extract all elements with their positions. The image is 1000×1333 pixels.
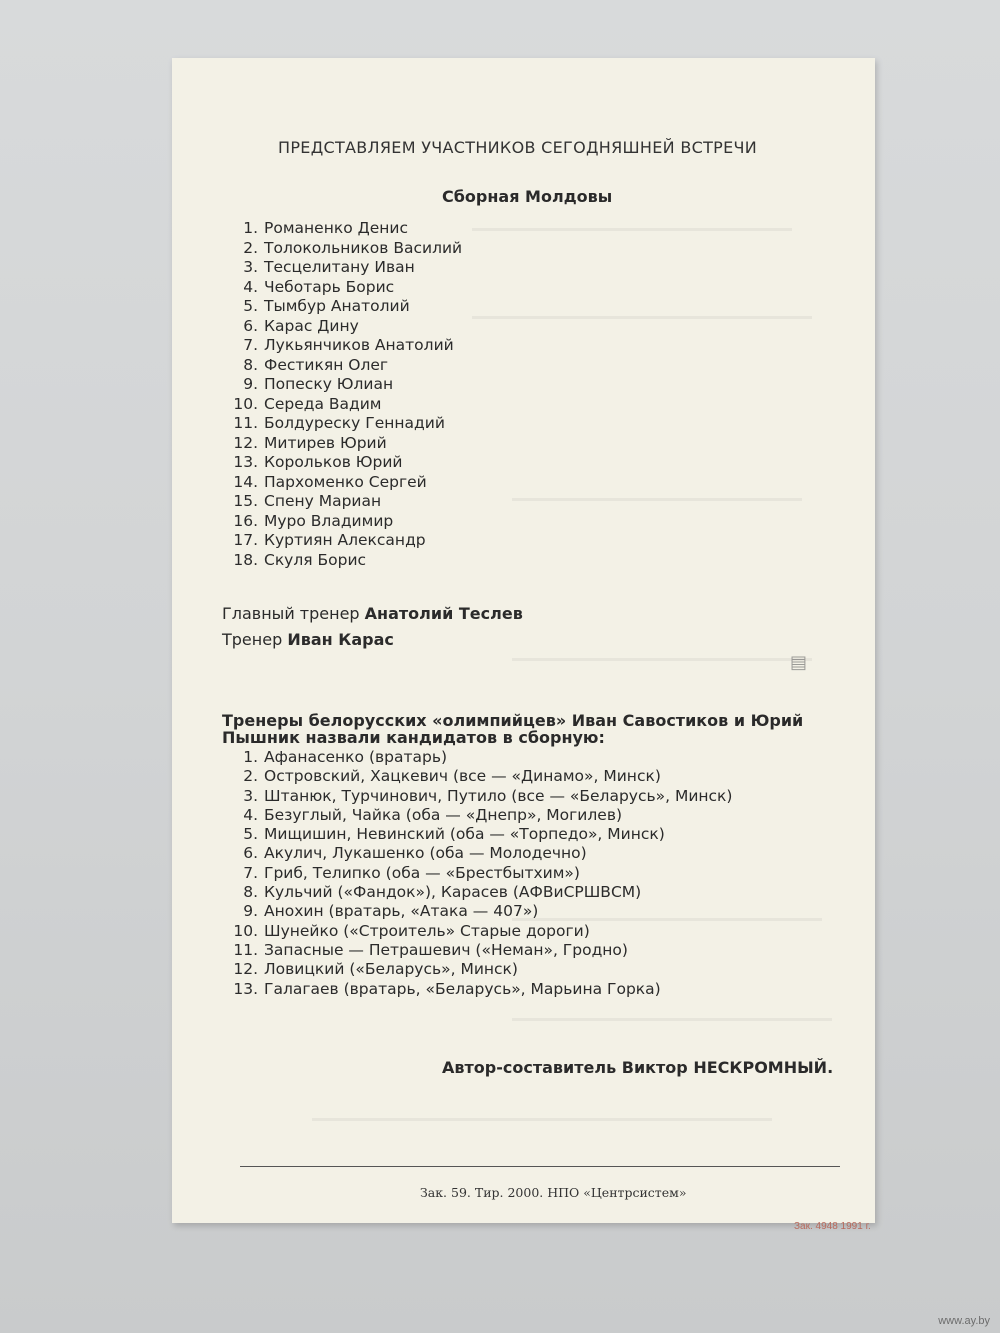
page-heading: ПРЕДСТАВЛЯЕМ УЧАСТНИКОВ СЕГОДНЯШНЕЙ ВСТРЕЧИ: [278, 138, 758, 157]
show-through-line: [312, 1118, 772, 1121]
list-item: 11. Болдуреску Геннадий: [233, 414, 445, 432]
list-item: 13. Корольков Юрий: [233, 453, 403, 471]
list-item: 2. Островский, Хацкевич (все — «Динамо», Минск): [243, 767, 661, 786]
list-item: 9. Анохин (вратарь, «Атака — 407»): [243, 902, 539, 921]
list-item: 18. Скуля Борис: [233, 550, 367, 569]
show-through-line: [512, 498, 802, 501]
list-item: 16. Муро Владимир: [233, 511, 394, 530]
print-imprint: Зак. 59. Тир. 2000. НПО «Центрсистем»: [420, 1185, 687, 1200]
list-item: 8. Фестикян Олег: [243, 355, 389, 374]
program-sheet: [172, 58, 875, 1232]
site-watermark: www.ay.by: [938, 1315, 990, 1327]
list-item: 1. Романенко Денис: [243, 219, 408, 237]
candidates-list: [228, 748, 732, 999]
head-coach-line: Главный тренер Анатолий Теслев: [222, 604, 523, 623]
roster-list: [228, 219, 462, 570]
list-item: 17. Куртиян Александр: [233, 531, 426, 549]
list-item: 5. Мищишин, Невинский (оба — «Торпедо», Минск): [243, 825, 665, 844]
team-title: Сборная Молдовы: [442, 187, 613, 206]
list-item: 5. Тымбур Анатолий: [243, 297, 410, 315]
author-credit: Автор-составитель Виктор НЕСКРОМНЫЙ.: [442, 1058, 834, 1077]
list-item: 1. Афанасенко (вратарь): [243, 748, 448, 766]
list-item: 7. Гриб, Телипко (оба — «Брестбытхим»): [243, 863, 580, 882]
list-item: 10. Шунейко («Строитель» Старые дороги): [233, 921, 590, 940]
list-item: 6. Карас Дину: [243, 316, 359, 335]
list-item: 12. Ловицкий («Беларусь», Минск): [233, 960, 518, 979]
candidates-intro: Тренеры белорусских «олимпийцев» Иван Савостиков и Юрий Пышник назвали кандидатов в сборную:: [222, 711, 804, 747]
list-item: 12. Митирев Юрий: [233, 433, 387, 452]
list-item: 3. Тесцелитану Иван: [243, 258, 415, 276]
list-item: 15. Спену Мариан: [233, 492, 382, 510]
list-item: 13. Галагаев (вратарь, «Беларусь», Марьина Горка): [233, 979, 661, 998]
list-item: 9. Попеску Юлиан: [243, 375, 394, 393]
order-stamp: Зак. 4948 1991 г.: [794, 1221, 871, 1232]
list-item: 8. Кульчий («Фандок»), Карасев (АФВиСРШВСМ): [243, 883, 642, 902]
show-through-line: [512, 658, 812, 661]
list-item: 11. Запасные — Петрашевич («Неман», Гродно): [233, 940, 628, 959]
list-item: 14. Пархоменко Сергей: [233, 472, 427, 491]
list-item: 6. Акулич, Лукашенко (оба — Молодечно): [243, 844, 587, 863]
show-through-line: [472, 228, 792, 231]
list-item: 3. Штанюк, Турчинович, Путило (все — «Беларусь», Минск): [243, 786, 733, 805]
list-item: 2. Толокольников Василий: [243, 238, 463, 257]
coach-line: Тренер Иван Карас: [222, 630, 394, 649]
show-through-line: [512, 1018, 832, 1021]
list-item: 10. Середа Вадим: [233, 394, 382, 413]
divider: [240, 1166, 840, 1167]
ink-smudge-icon: ▤: [790, 652, 808, 673]
list-item: 4. Безуглый, Чайка (оба — «Днепр», Могилев): [243, 805, 622, 824]
list-item: 4. Чеботарь Борис: [243, 277, 395, 296]
list-item: 7. Лукьянчиков Анатолий: [243, 336, 454, 354]
show-through-line: [472, 316, 812, 319]
